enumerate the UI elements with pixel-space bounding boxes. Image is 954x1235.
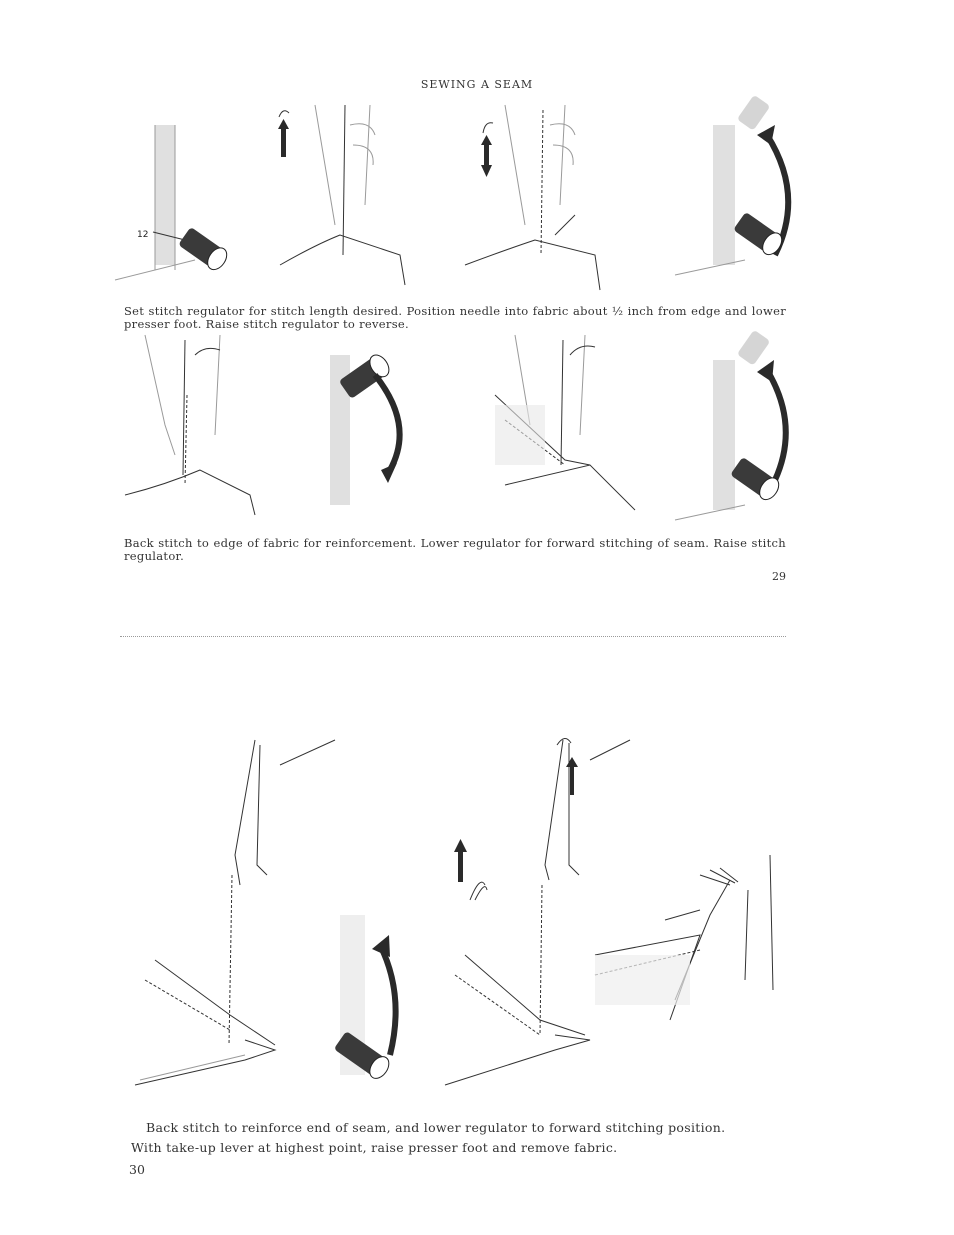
illustration-back-stitch-edge: [125, 335, 265, 520]
page-divider: [120, 636, 786, 637]
illustration-stitch-regulator-set: [115, 110, 245, 290]
illustration-raise-regulator: [675, 330, 800, 520]
page-title: SEWING A SEAM: [420, 78, 534, 91]
caption-step-3-line2: With take-up lever at highest point, raise presser foot and remove fabric.: [131, 1140, 618, 1155]
caption-step-1: Set stitch regulator for stitch length desired. Position needle into fabric about ½ inch from edge and lower presser foot. Raise stitch regulator to reverse.: [124, 304, 786, 331]
page-number-29: 29: [772, 570, 786, 583]
illustration-lower-presser-foot: [465, 105, 610, 290]
caption-step-3-line1: Back stitch to reinforce end of seam, and lower regulator to forward stitching position.: [146, 1120, 726, 1135]
illustration-needle-into-fabric: [275, 105, 415, 290]
illustration-lower-regulator: [325, 335, 435, 520]
page-number-30: 30: [129, 1162, 145, 1177]
illustration-back-stitch-end: [135, 735, 335, 1090]
illustration-raise-regulator-reverse: [675, 95, 800, 285]
illustration-remove-fabric: [590, 850, 790, 1020]
caption-step-2: Back stitch to edge of fabric for reinforcement. Lower regulator for forward stitching of seam. Raise stitch regulator.: [124, 536, 786, 563]
illustration-forward-stitching: [495, 335, 645, 520]
dial-number-label: 12: [137, 230, 149, 240]
illustration-regulator-forward: [335, 905, 425, 1085]
